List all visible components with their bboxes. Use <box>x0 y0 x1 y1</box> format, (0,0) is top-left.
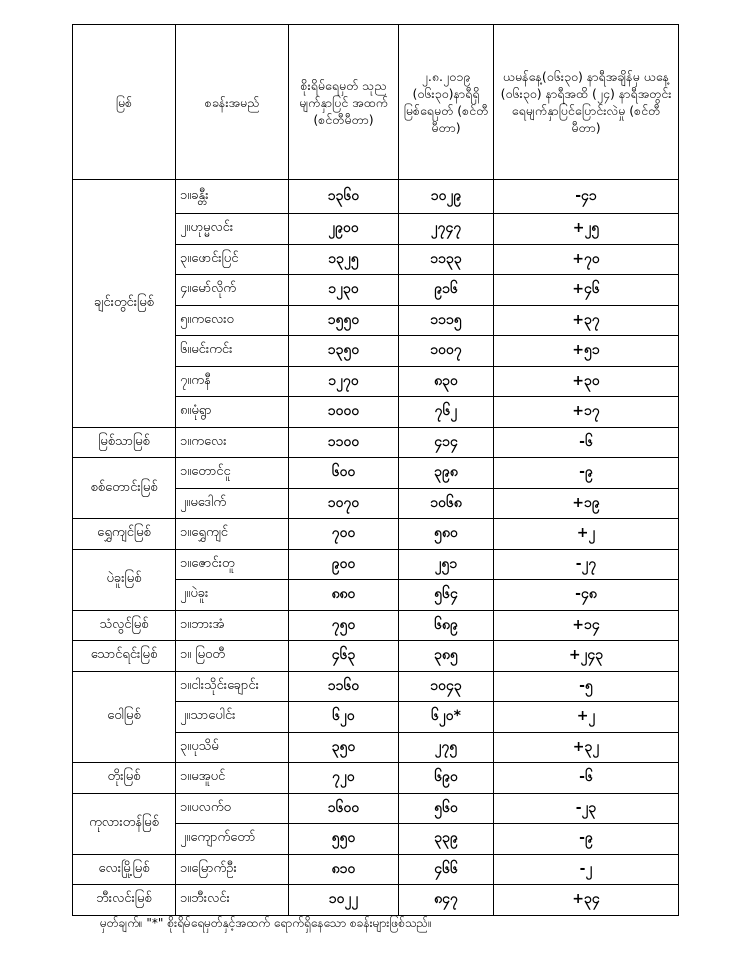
level-change: -၂၃ <box>494 793 679 824</box>
danger-level: ၁၅၅၀ <box>289 305 399 336</box>
level-change: +၄၆ <box>494 275 679 306</box>
level-change: +၃၀ <box>494 366 679 397</box>
river-name: သောင်ရင်းမြစ် <box>73 641 176 672</box>
danger-level: ၇၀၀ <box>289 519 399 550</box>
current-level: ၉၁၆ <box>399 275 494 306</box>
danger-level: ၁၂၇၀ <box>289 366 399 397</box>
danger-level: ၅၅၀ <box>289 824 399 855</box>
current-level: ၅၆၄ <box>399 580 494 611</box>
station-name: ၁။ဘီးလင်း <box>176 885 289 916</box>
danger-level: ၃၅၀ <box>289 732 399 763</box>
danger-level: ၁၃၅၀ <box>289 336 399 367</box>
footnote: မှတ်ချက်။ "*" စိုးရိမ်ရေမှတ်နှင့်အထက် ရောက်ရှိနေသော စခန်းများဖြစ်သည်။ <box>100 916 432 930</box>
header-station: စခန်းအမည် <box>176 25 289 180</box>
danger-level: ၂၉၀၀ <box>289 214 399 245</box>
river-name: မြစ်သာမြစ် <box>73 427 176 458</box>
level-change: -၄၈ <box>494 580 679 611</box>
danger-level: ၆၀၀ <box>289 458 399 489</box>
station-name: ၇။ကနီ <box>176 366 289 397</box>
current-level: ၆၂၀* <box>399 702 494 733</box>
table-row <box>73 641 679 672</box>
danger-level: ၁၁၆၀ <box>289 671 399 702</box>
station-name: ၁။ပလက်ဝ <box>176 793 289 824</box>
current-level: ၁၁၁၅ <box>399 305 494 336</box>
current-level: ၁၀၆၈ <box>399 488 494 519</box>
current-level: ၅၆၀ <box>399 793 494 824</box>
current-level: ၆၈၉ <box>399 610 494 641</box>
level-change: -၆ <box>494 763 679 794</box>
table-row <box>73 427 679 458</box>
current-level: ၃၃၉ <box>399 824 494 855</box>
current-level: ၁၀၄၃ <box>399 671 494 702</box>
current-level: ၂၅၁ <box>399 549 494 580</box>
level-change: -၉ <box>494 458 679 489</box>
station-name: ၅။ကလေးဝ <box>176 305 289 336</box>
river-name: စစ်တောင်းမြစ် <box>73 458 176 519</box>
table-row <box>73 763 679 794</box>
station-name: ၁။ငါးသိုင်းချောင်း <box>176 671 289 702</box>
current-level: ၄၁၄ <box>399 427 494 458</box>
level-change: +၁၇ <box>494 397 679 428</box>
table-body <box>73 180 679 916</box>
station-name: ၃။ဖောင်းပြင် <box>176 244 289 275</box>
river-name: တိုးမြစ် <box>73 763 176 794</box>
level-change: -၅ <box>494 671 679 702</box>
station-name: ၂။ကျောက်တော် <box>176 824 289 855</box>
table-row <box>73 671 679 702</box>
station-name: ၁။ခန္တီး <box>176 180 289 214</box>
level-change: +၇၀ <box>494 244 679 275</box>
station-name: ၁။ဘားအံ <box>176 610 289 641</box>
river-name: ပဲခူးမြစ် <box>73 549 176 610</box>
current-level: ၇၆၂ <box>399 397 494 428</box>
danger-level: ၁၂၃၀ <box>289 275 399 306</box>
danger-level: ၈၈၀ <box>289 580 399 611</box>
danger-level: ၁၆၀၀ <box>289 793 399 824</box>
station-name: ၁။မအူပင် <box>176 763 289 794</box>
danger-level: ၄၆၃ <box>289 641 399 672</box>
danger-level: ၁၀၀၀ <box>289 397 399 428</box>
river-name: ကုလားတန်မြစ် <box>73 793 176 854</box>
water-level-table <box>72 24 679 916</box>
river-name: ဘီးလင်းမြစ် <box>73 885 176 916</box>
station-name: ၂။သာပေါင်း <box>176 702 289 733</box>
danger-level: ၆၂၀ <box>289 702 399 733</box>
current-level: ၈၄၇ <box>399 885 494 916</box>
station-name: ၁။မြောက်ဦး <box>176 854 289 885</box>
station-name: ၄။မော်လိုက် <box>176 275 289 306</box>
danger-level: ၁၁၀၀ <box>289 427 399 458</box>
table-row <box>73 458 679 489</box>
current-level: ၃၉၈ <box>399 458 494 489</box>
danger-level: ၇၅၀ <box>289 610 399 641</box>
level-change: -၂ <box>494 854 679 885</box>
river-name: သံလွင်မြစ် <box>73 610 176 641</box>
level-change: +၃၇ <box>494 305 679 336</box>
station-name: ၂။ဟုမ္မလင်း <box>176 214 289 245</box>
current-level: ၈၃၀ <box>399 366 494 397</box>
danger-level: ၇၂၀ <box>289 763 399 794</box>
danger-level: ၁၃၆၀ <box>289 180 399 214</box>
current-level: ၄၆၆ <box>399 854 494 885</box>
danger-level: ၉၀၀ <box>289 549 399 580</box>
station-name: ၃။ပုသိမ် <box>176 732 289 763</box>
level-change: -၉ <box>494 824 679 855</box>
current-level: ၂၇၄၇ <box>399 214 494 245</box>
current-level: ၁၁၃၃ <box>399 244 494 275</box>
danger-level: ၈၁၀ <box>289 854 399 885</box>
level-change: +၂ <box>494 519 679 550</box>
station-name: ၁။ဇောင်းတူ <box>176 549 289 580</box>
level-change: +၂၅ <box>494 214 679 245</box>
header-danger-level: စိုးရိမ်ရေမှတ် သုညမျက်နှာပြင် အထက် (စင်တီမီတာ) <box>289 25 399 180</box>
level-change: +၂ <box>494 702 679 733</box>
current-level: ၃၈၅ <box>399 641 494 672</box>
river-name: လေးမြို့မြစ် <box>73 854 176 885</box>
table-row <box>73 180 679 214</box>
header-river: မြစ် <box>73 25 176 180</box>
header-row <box>73 25 679 180</box>
table-row <box>73 549 679 580</box>
level-change: +၃၄ <box>494 885 679 916</box>
station-name: ၁။ရွှေကျင် <box>176 519 289 550</box>
table-row <box>73 793 679 824</box>
river-name: ချင်းတွင်းမြစ် <box>73 180 176 428</box>
river-name: ရွှေကျင်မြစ် <box>73 519 176 550</box>
level-change: +၁၄ <box>494 610 679 641</box>
header-24h-change: ယမန်နေ့(၀၆း၃၀) နာရီအချိန်မှ ယနေ့ (၀၆း၃၀) နာရီအထိ (၂၄) နာရီအတွင်း ရေမျက်နှာပြင်ပြောင်းလဲမှု (စင်တီမီတာ) <box>494 25 679 180</box>
header-current-level: ၂.၈.၂၀၁၉ (၀၆း၃၀)နာရီရှိ မြစ်ရေမှတ် (စင်တီမီတာ) <box>399 25 494 180</box>
level-change: +၃၂ <box>494 732 679 763</box>
station-name: ၈။မုံရွာ <box>176 397 289 428</box>
danger-level: ၁၃၂၅ <box>289 244 399 275</box>
level-change: -၆ <box>494 427 679 458</box>
level-change: +၂၄၃ <box>494 641 679 672</box>
level-change: +၁၉ <box>494 488 679 519</box>
station-name: ၂။မဒေါက် <box>176 488 289 519</box>
station-name: ၁။ မြဝတီ <box>176 641 289 672</box>
current-level: ၅၈၀ <box>399 519 494 550</box>
river-name: ဝေါမြစ် <box>73 671 176 763</box>
danger-level: ၁၀၂၂ <box>289 885 399 916</box>
danger-level: ၁၀၇၀ <box>289 488 399 519</box>
current-level: ၁၀၀၇ <box>399 336 494 367</box>
station-name: ၁။ကလေး <box>176 427 289 458</box>
current-level: ၆၉၀ <box>399 763 494 794</box>
table-row <box>73 610 679 641</box>
current-level: ၂၇၅ <box>399 732 494 763</box>
level-change: -၄၁ <box>494 180 679 214</box>
table-row <box>73 854 679 885</box>
table-row <box>73 519 679 550</box>
station-name: ၂။ပဲခူး <box>176 580 289 611</box>
level-change: -၂၇ <box>494 549 679 580</box>
current-level: ၁၀၂၉ <box>399 180 494 214</box>
station-name: ၁။တောင်ငူ <box>176 458 289 489</box>
station-name: ၆။မင်းကင်း <box>176 336 289 367</box>
table-row <box>73 885 679 916</box>
level-change: +၅၁ <box>494 336 679 367</box>
